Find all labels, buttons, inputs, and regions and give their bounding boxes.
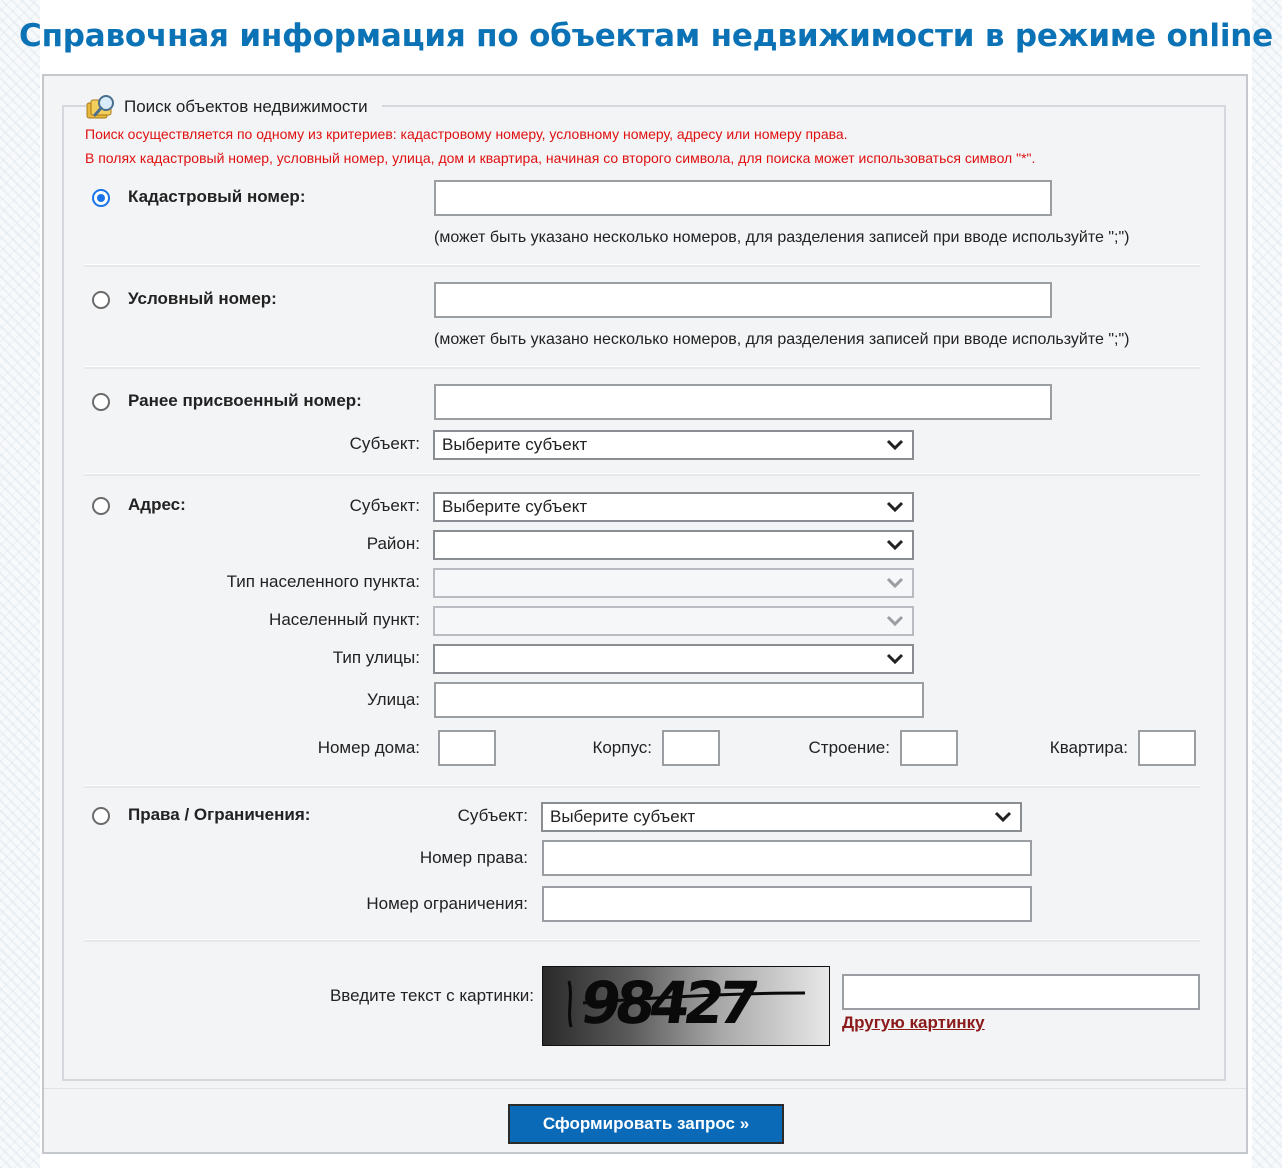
form-footer-divider xyxy=(44,1088,1246,1089)
rights-subject-select[interactable] xyxy=(541,802,1022,832)
divider xyxy=(84,785,1200,788)
search-objects-icon xyxy=(86,93,118,121)
chevron-down-icon xyxy=(886,615,904,627)
settlement-type-label: Тип населенного пункта: xyxy=(226,572,420,591)
restriction-number-label: Номер ограничения: xyxy=(366,894,528,913)
legend-text: Поиск объектов недвижимости xyxy=(124,97,368,116)
conditional-input[interactable] xyxy=(434,282,1052,318)
captcha-label: Введите текст с картинки: xyxy=(329,986,534,1005)
house-number-input[interactable] xyxy=(438,730,496,766)
radio-cadastral[interactable] xyxy=(92,189,110,207)
submit-request-button[interactable]: Сформировать запрос » xyxy=(508,1104,784,1144)
select-value: Выберите субъект xyxy=(442,497,588,516)
radio-rights[interactable] xyxy=(92,807,110,825)
apartment-input[interactable] xyxy=(1138,730,1196,766)
district-label: Район: xyxy=(366,534,420,553)
search-note-criteria: Поиск осуществляется по одному из критериев: кадастровому номеру, условному номеру, адресу или номеру права. xyxy=(85,126,848,142)
settlement-select[interactable] xyxy=(433,606,914,636)
divider xyxy=(84,264,1200,267)
previous-number-input[interactable] xyxy=(434,384,1052,420)
settlement-type-select[interactable] xyxy=(433,568,914,598)
chevron-down-icon xyxy=(886,577,904,589)
chevron-down-icon xyxy=(886,501,904,513)
captcha-refresh-link[interactable]: Другую картинку xyxy=(842,1013,985,1032)
divider xyxy=(84,366,1200,369)
settlement-label: Населенный пункт: xyxy=(269,610,420,629)
captcha-noise-lines xyxy=(543,967,830,1046)
page-title: Справочная информация по объектам недвижимости в режиме online xyxy=(19,18,1273,54)
previous-subject-label: Субъект: xyxy=(349,434,420,453)
captcha-image-text: 98427 xyxy=(576,969,758,1037)
structure-label: Строение: xyxy=(808,738,890,757)
structure-input[interactable] xyxy=(900,730,958,766)
select-value: Выберите субъект xyxy=(550,807,696,826)
address-label: Адрес: xyxy=(128,495,186,514)
background-texture-left xyxy=(0,0,40,1168)
previous-number-label: Ранее присвоенный номер: xyxy=(128,391,362,410)
captcha-image xyxy=(542,966,830,1046)
background-texture-right xyxy=(1252,0,1282,1168)
restriction-number-input[interactable] xyxy=(542,886,1032,922)
street-type-label: Тип улицы: xyxy=(332,648,420,667)
previous-subject-select[interactable] xyxy=(433,430,914,460)
building-input[interactable] xyxy=(662,730,720,766)
district-select[interactable] xyxy=(433,530,914,560)
chevron-down-icon xyxy=(886,439,904,451)
address-subject-label: Субъект: xyxy=(349,496,420,515)
radio-previous-number[interactable] xyxy=(92,393,110,411)
right-number-input[interactable] xyxy=(542,840,1032,876)
cadastral-label: Кадастровый номер: xyxy=(128,187,306,206)
house-number-label: Номер дома: xyxy=(317,738,420,757)
search-note-wildcard: В полях кадастровый номер, условный номер, улица, дом и квартира, начиная со второго символа, для поиска может использоваться символ "*". xyxy=(85,150,1036,166)
fieldset-legend xyxy=(86,93,382,121)
conditional-hint: (может быть указано несколько номеров, для разделения записей при вводе используйте ";") xyxy=(434,331,1130,348)
chevron-down-icon xyxy=(994,811,1012,823)
divider xyxy=(84,473,1200,476)
cadastral-input[interactable] xyxy=(434,180,1052,216)
conditional-label: Условный номер: xyxy=(128,289,277,308)
address-subject-select[interactable] xyxy=(433,492,914,522)
radio-conditional[interactable] xyxy=(92,291,110,309)
divider xyxy=(84,939,1200,942)
select-value: Выберите субъект xyxy=(442,435,588,454)
chevron-down-icon xyxy=(886,653,904,665)
rights-subject-label: Субъект: xyxy=(457,806,528,825)
building-label: Корпус: xyxy=(592,738,652,757)
apartment-label: Квартира: xyxy=(1049,738,1128,757)
right-number-label: Номер права: xyxy=(419,848,528,867)
chevron-down-icon xyxy=(886,539,904,551)
street-type-select[interactable] xyxy=(433,644,914,674)
street-label: Улица: xyxy=(367,690,420,709)
street-input[interactable] xyxy=(434,682,924,718)
captcha-input[interactable] xyxy=(842,974,1200,1010)
cadastral-hint: (может быть указано несколько номеров, для разделения записей при вводе используйте ";") xyxy=(434,229,1130,246)
rights-label: Права / Ограничения: xyxy=(128,805,311,824)
radio-address[interactable] xyxy=(92,497,110,515)
